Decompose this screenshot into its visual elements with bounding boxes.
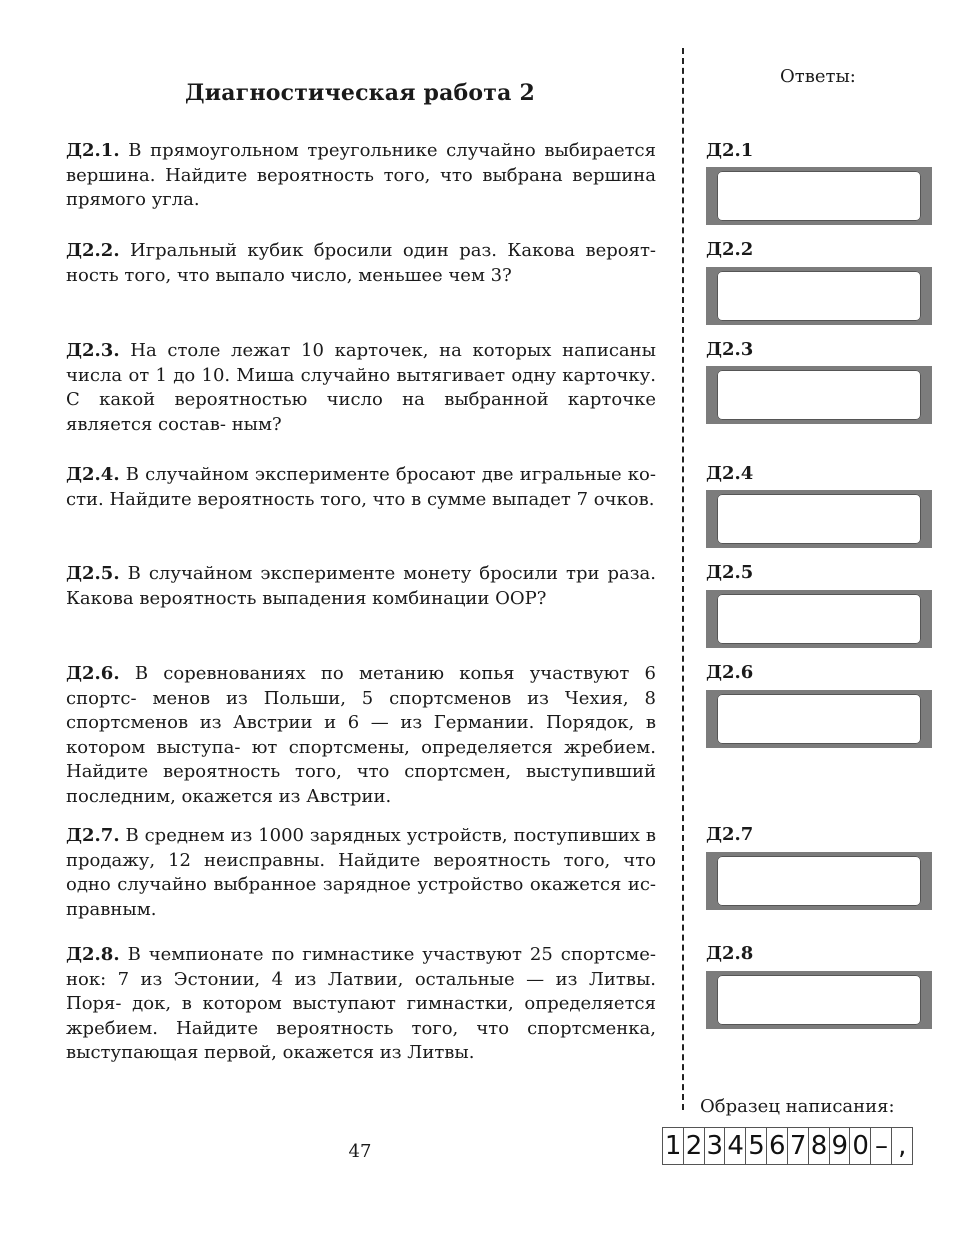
problem-number: Д2.6.: [66, 663, 120, 684]
answer-field-d2-8[interactable]: [706, 971, 932, 1029]
problem-number: Д2.1.: [66, 140, 120, 161]
sample-char-comma: ,: [891, 1127, 913, 1165]
sample-char-3: 3: [704, 1127, 726, 1165]
answer-label-d2-8: Д2.8: [706, 943, 754, 964]
problem-text: правным.: [66, 898, 157, 920]
answer-input-area[interactable]: [717, 494, 921, 544]
problem-text: док, в котором выступают гимнастки, определяется жребием.: [66, 993, 656, 1039]
answer-field-d2-6[interactable]: [706, 690, 932, 748]
sample-char-0: 0: [849, 1127, 871, 1165]
problem-d2-1: [66, 139, 656, 213]
problem-text: В случайном эксперименте бросают две игральные ко-: [125, 464, 656, 485]
problem-d2-6: [66, 662, 656, 809]
page-title: Диагностическая работа 2: [185, 80, 535, 106]
sample-char-minus: –: [870, 1127, 892, 1165]
answer-label-d2-2: Д2.2: [706, 239, 754, 260]
problem-number: Д2.3.: [66, 340, 120, 361]
problem-number: Д2.2.: [66, 240, 120, 261]
problem-text: В прямоугольном треугольнике случайно выбирается: [128, 140, 656, 161]
answer-label-d2-7: Д2.7: [706, 824, 754, 845]
sample-digits-strip: [662, 1127, 930, 1165]
problem-text: Найдите вероятность того, что спортсменка, выступающая: [66, 1017, 656, 1063]
answer-label-d2-3: Д2.3: [706, 339, 754, 360]
problem-d2-2: [66, 239, 656, 288]
problem-d2-5: [66, 562, 656, 611]
answer-input-area[interactable]: [717, 694, 921, 744]
problem-text: Игральный кубик бросили один раз. Какова вероят-: [130, 240, 656, 261]
problem-text: ным?: [231, 413, 282, 435]
sample-char-6: 6: [766, 1127, 788, 1165]
problem-text: В среднем из 1000 зарядных устройств, поступивших: [125, 825, 640, 846]
problem-text: прямого угла.: [66, 189, 200, 210]
problem-text: менов из Польши, 5 спортсменов из Чехия, 8 спортсменов: [66, 687, 656, 733]
sample-char-7: 7: [787, 1127, 809, 1165]
answer-label-d2-6: Д2.6: [706, 662, 754, 683]
problem-text: от 1 до 10. Миша случайно вытягивает одну карточку. С какой: [66, 364, 656, 410]
problem-text: вершина. Найдите вероятность того, что выбрана вершина: [66, 164, 656, 186]
problem-d2-7: [66, 824, 656, 922]
answer-field-d2-7[interactable]: [706, 852, 932, 910]
problem-text: В соревнованиях по метанию копья участвуют 6 спортс-: [66, 663, 656, 709]
problem-text: вероятностью число на выбранной карточке является состав-: [66, 389, 656, 435]
problem-text: в продажу, 12 неисправны. Найдите вероятность того, что: [66, 825, 656, 871]
sample-char-2: 2: [683, 1127, 705, 1165]
answer-label-d2-1: Д2.1: [706, 140, 754, 161]
answer-input-area[interactable]: [717, 171, 921, 221]
problem-text: из Австрии и 6 — из Германии. Порядок, в котором выступа-: [66, 712, 656, 758]
problem-d2-8: [66, 943, 656, 1066]
answer-field-d2-5[interactable]: [706, 590, 932, 648]
problem-number: Д2.4.: [66, 464, 120, 485]
sample-label: Образец написания:: [700, 1096, 895, 1117]
sample-char-5: 5: [745, 1127, 767, 1165]
problem-text: ют спортсмены, определяется жребием. Найдите вероятность: [66, 736, 656, 782]
answer-field-d2-1[interactable]: [706, 167, 932, 225]
problem-text: одно случайно выбранное зарядное устройство окажется ис-: [66, 874, 656, 895]
problem-text: На столе лежат 10 карточек, на которых написаны числа: [66, 340, 656, 386]
problem-d2-3: [66, 339, 656, 437]
problem-number: Д2.7.: [66, 825, 120, 846]
sample-char-8: 8: [808, 1127, 830, 1165]
problem-text: Какова вероятность выпадения комбинации ООР?: [66, 587, 547, 609]
answer-field-d2-3[interactable]: [706, 366, 932, 424]
problem-text: первой, окажется из Литвы.: [204, 1042, 475, 1063]
sample-char-9: 9: [829, 1127, 851, 1165]
answer-label-d2-4: Д2.4: [706, 463, 754, 484]
problem-number: Д2.5.: [66, 563, 120, 584]
answer-input-area[interactable]: [717, 271, 921, 321]
problem-text: ность того, что выпало число, меньшее чем 3?: [66, 264, 512, 286]
problem-text: В чемпионате по гимнастике участвуют 25 спортсме-: [127, 944, 656, 965]
page-number: 47: [348, 1141, 372, 1162]
problem-number: Д2.8.: [66, 944, 120, 965]
problem-text: В случайном эксперименте монету бросили три раза.: [127, 563, 656, 584]
answer-field-d2-4[interactable]: [706, 490, 932, 548]
answers-header: Ответы:: [780, 66, 856, 87]
answer-input-area[interactable]: [717, 370, 921, 420]
sample-char-1: 1: [662, 1127, 684, 1165]
problem-text: нок: 7 из Эстонии, 4 из Латвии, остальные — из Литвы. Поря-: [66, 968, 656, 1014]
problem-d2-4: [66, 463, 656, 512]
sample-char-4: 4: [724, 1127, 746, 1165]
problem-text: Австрии.: [306, 785, 392, 807]
answer-input-area[interactable]: [717, 594, 921, 644]
answer-input-area[interactable]: [717, 975, 921, 1025]
answer-field-d2-2[interactable]: [706, 267, 932, 325]
dashed-divider: [682, 48, 684, 1110]
answer-input-area[interactable]: [717, 856, 921, 906]
problem-text: того, что спортсмен, выступивший последним, окажется из: [66, 761, 656, 807]
problem-text: сти. Найдите вероятность того, что в сумме выпадет 7 очков.: [66, 488, 655, 510]
answer-label-d2-5: Д2.5: [706, 562, 754, 583]
